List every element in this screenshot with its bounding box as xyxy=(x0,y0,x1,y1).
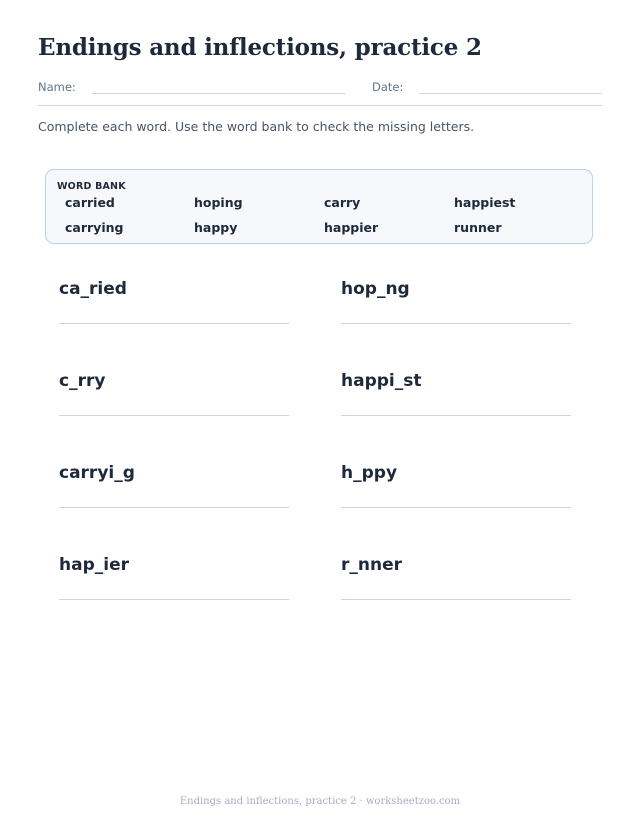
answer-line[interactable] xyxy=(341,599,571,600)
name-field-line[interactable] xyxy=(92,93,345,94)
exercise-word: c_rry xyxy=(59,371,106,391)
date-field-line[interactable] xyxy=(419,93,602,94)
word-bank-word: happy xyxy=(194,220,238,235)
page-title: Endings and inflections, practice 2 xyxy=(38,34,482,61)
word-bank-word: carried xyxy=(65,195,115,210)
answer-line[interactable] xyxy=(59,323,289,324)
instructions-text: Complete each word. Use the word bank to check the missing letters. xyxy=(38,119,475,134)
page-footer: Endings and inflections, practice 2 · worksheetzoo.com xyxy=(179,796,461,807)
word-bank-word: runner xyxy=(454,220,502,235)
answer-line[interactable] xyxy=(341,415,571,416)
exercise-word: h_ppy xyxy=(341,463,398,483)
name-label: Name: xyxy=(38,80,76,94)
word-bank-word: happier xyxy=(324,220,379,235)
word-bank xyxy=(45,169,593,244)
answer-line[interactable] xyxy=(59,507,289,508)
word-bank-word: carrying xyxy=(65,220,124,235)
answer-line[interactable] xyxy=(59,415,289,416)
word-bank-word: carry xyxy=(324,195,361,210)
exercise-word: hop_ng xyxy=(341,279,410,299)
exercise-word: r_nner xyxy=(341,555,403,575)
answer-line[interactable] xyxy=(341,507,571,508)
answer-line[interactable] xyxy=(341,323,571,324)
date-label: Date: xyxy=(372,80,404,94)
header-divider xyxy=(38,105,602,106)
exercise-word: carryi_g xyxy=(59,463,135,483)
word-bank-word: happiest xyxy=(454,195,516,210)
exercise-word: happi_st xyxy=(341,371,422,391)
answer-line[interactable] xyxy=(59,599,289,600)
exercise-word: ca_ried xyxy=(59,279,127,299)
word-bank-word: hoping xyxy=(194,195,243,210)
exercise-word: hap_ier xyxy=(59,555,129,575)
word-bank-title: WORD BANK xyxy=(57,181,126,192)
